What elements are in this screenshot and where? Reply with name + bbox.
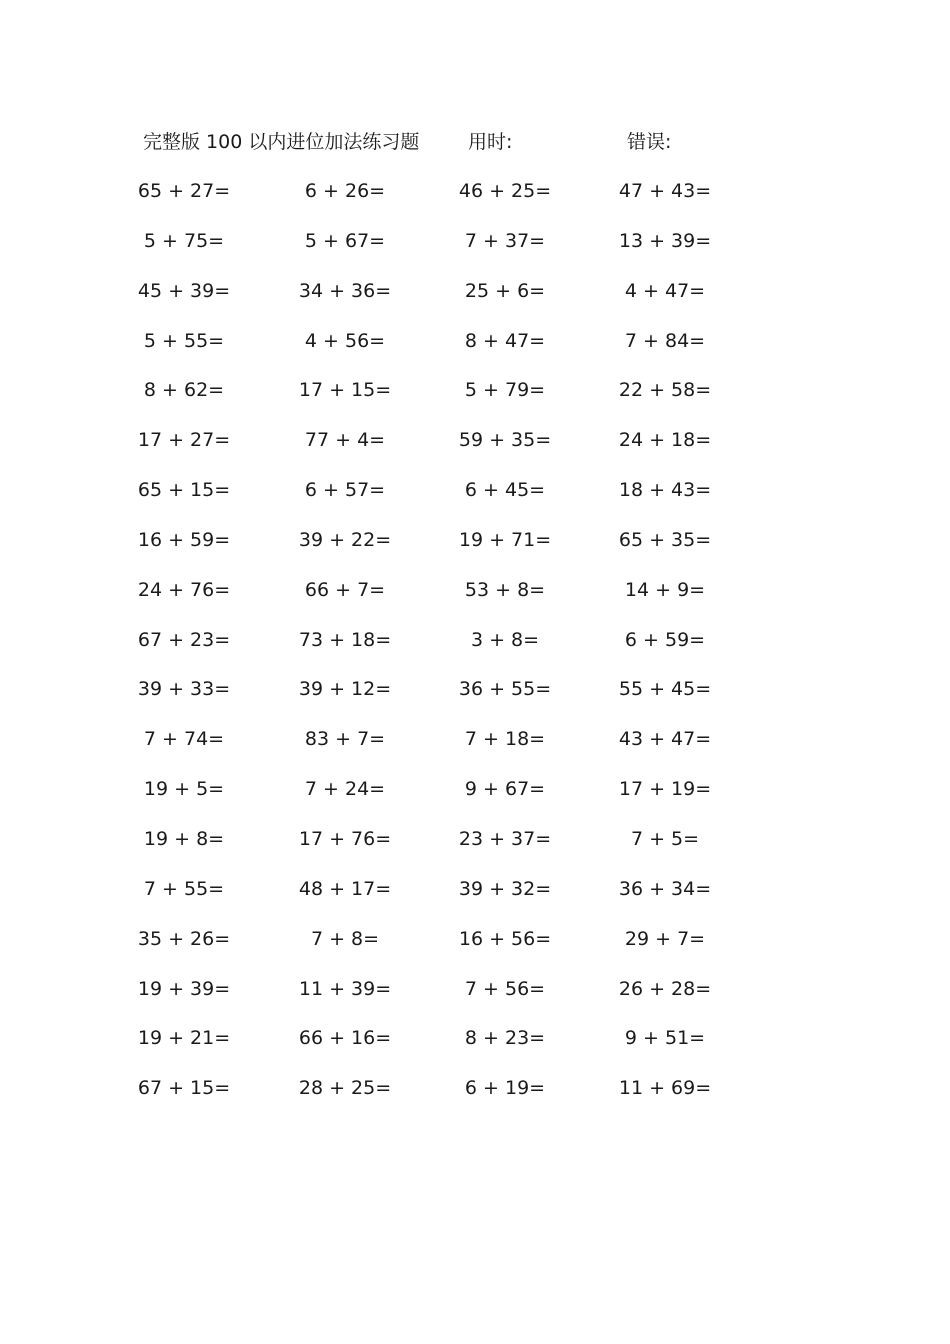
problem-row <box>0 976 950 1026</box>
addition-problem: 24 + 76= <box>137 578 231 601</box>
addition-problem: 17 + 27= <box>137 429 231 452</box>
addition-problem: 77 + 4= <box>304 429 386 452</box>
problem-row <box>0 776 950 826</box>
addition-problem: 83 + 7= <box>304 728 386 751</box>
problem-row <box>0 627 950 677</box>
problem-row <box>0 328 950 378</box>
addition-problem: 5 + 67= <box>304 229 386 252</box>
addition-problem: 6 + 59= <box>624 628 706 651</box>
addition-problem: 17 + 19= <box>618 778 712 801</box>
addition-problem: 65 + 27= <box>137 180 231 202</box>
page-title: 完整版 100 以内进位加法练习题 <box>143 131 420 153</box>
addition-problem: 55 + 45= <box>618 678 712 701</box>
addition-problem: 7 + 5= <box>630 827 700 850</box>
problem-row <box>0 726 950 776</box>
problem-grid <box>0 178 950 1125</box>
addition-problem: 18 + 43= <box>618 479 712 502</box>
addition-problem: 5 + 75= <box>143 229 225 252</box>
addition-problem: 46 + 25= <box>458 180 552 202</box>
problem-row <box>0 1075 950 1125</box>
addition-problem: 5 + 55= <box>143 329 225 352</box>
addition-problem: 66 + 7= <box>304 578 386 601</box>
addition-problem: 39 + 22= <box>298 528 392 551</box>
addition-problem: 14 + 9= <box>624 578 706 601</box>
addition-problem: 17 + 15= <box>298 379 392 402</box>
addition-problem: 7 + 74= <box>143 728 225 751</box>
addition-problem: 7 + 24= <box>304 778 386 801</box>
time-label: 用时: <box>468 131 513 153</box>
addition-problem: 36 + 34= <box>618 877 712 900</box>
addition-problem: 29 + 7= <box>624 927 706 950</box>
addition-problem: 48 + 17= <box>298 877 392 900</box>
addition-problem: 16 + 56= <box>458 927 552 950</box>
addition-problem: 39 + 12= <box>298 678 392 701</box>
problem-row <box>0 676 950 726</box>
addition-problem: 19 + 5= <box>143 778 225 801</box>
addition-problem: 6 + 45= <box>464 479 546 502</box>
problem-row <box>0 577 950 627</box>
problem-row <box>0 377 950 427</box>
addition-problem: 13 + 39= <box>618 229 712 252</box>
problem-row <box>0 926 950 976</box>
addition-problem: 7 + 8= <box>310 927 380 950</box>
addition-problem: 43 + 47= <box>618 728 712 751</box>
addition-problem: 8 + 62= <box>143 379 225 402</box>
addition-problem: 3 + 8= <box>470 628 540 651</box>
addition-problem: 26 + 28= <box>618 977 712 1000</box>
addition-problem: 59 + 35= <box>458 429 552 452</box>
addition-problem: 4 + 56= <box>304 329 386 352</box>
addition-problem: 25 + 6= <box>464 279 546 302</box>
error-label: 错误: <box>627 131 672 153</box>
addition-problem: 19 + 21= <box>137 1027 231 1050</box>
addition-problem: 6 + 26= <box>304 180 386 202</box>
addition-problem: 17 + 76= <box>298 827 392 850</box>
addition-problem: 7 + 84= <box>624 329 706 352</box>
addition-problem: 11 + 39= <box>298 977 392 1000</box>
problem-row <box>0 278 950 328</box>
problem-row <box>0 527 950 577</box>
addition-problem: 6 + 57= <box>304 479 386 502</box>
addition-problem: 4 + 47= <box>624 279 706 302</box>
addition-problem: 7 + 18= <box>464 728 546 751</box>
addition-problem: 45 + 39= <box>137 279 231 302</box>
addition-problem: 8 + 47= <box>464 329 546 352</box>
addition-problem: 36 + 55= <box>458 678 552 701</box>
addition-problem: 5 + 79= <box>464 379 546 402</box>
problem-row <box>0 876 950 926</box>
problem-row <box>0 1025 950 1075</box>
problem-row <box>0 178 950 228</box>
addition-problem: 39 + 32= <box>458 877 552 900</box>
addition-problem: 24 + 18= <box>618 429 712 452</box>
addition-problem: 9 + 67= <box>464 778 546 801</box>
problem-row <box>0 826 950 876</box>
addition-problem: 34 + 36= <box>298 279 392 302</box>
addition-problem: 19 + 39= <box>137 977 231 1000</box>
addition-problem: 67 + 23= <box>137 628 231 651</box>
problem-row <box>0 228 950 278</box>
addition-problem: 35 + 26= <box>137 927 231 950</box>
addition-problem: 6 + 19= <box>464 1077 546 1100</box>
addition-problem: 11 + 69= <box>618 1077 712 1100</box>
addition-problem: 47 + 43= <box>618 180 712 202</box>
addition-problem: 23 + 37= <box>458 827 552 850</box>
addition-problem: 53 + 8= <box>464 578 546 601</box>
addition-problem: 8 + 23= <box>464 1027 546 1050</box>
addition-problem: 7 + 55= <box>143 877 225 900</box>
problem-row <box>0 477 950 527</box>
addition-problem: 9 + 51= <box>624 1027 706 1050</box>
addition-problem: 39 + 33= <box>137 678 231 701</box>
addition-problem: 19 + 8= <box>143 827 225 850</box>
worksheet-header <box>0 128 950 158</box>
addition-problem: 66 + 16= <box>298 1027 392 1050</box>
addition-problem: 65 + 35= <box>618 528 712 551</box>
addition-problem: 7 + 56= <box>464 977 546 1000</box>
problem-row <box>0 427 950 477</box>
addition-problem: 22 + 58= <box>618 379 712 402</box>
addition-problem: 67 + 15= <box>137 1077 231 1100</box>
addition-problem: 16 + 59= <box>137 528 231 551</box>
addition-problem: 19 + 71= <box>458 528 552 551</box>
addition-problem: 65 + 15= <box>137 479 231 502</box>
addition-problem: 7 + 37= <box>464 229 546 252</box>
addition-problem: 73 + 18= <box>298 628 392 651</box>
addition-problem: 28 + 25= <box>298 1077 392 1100</box>
